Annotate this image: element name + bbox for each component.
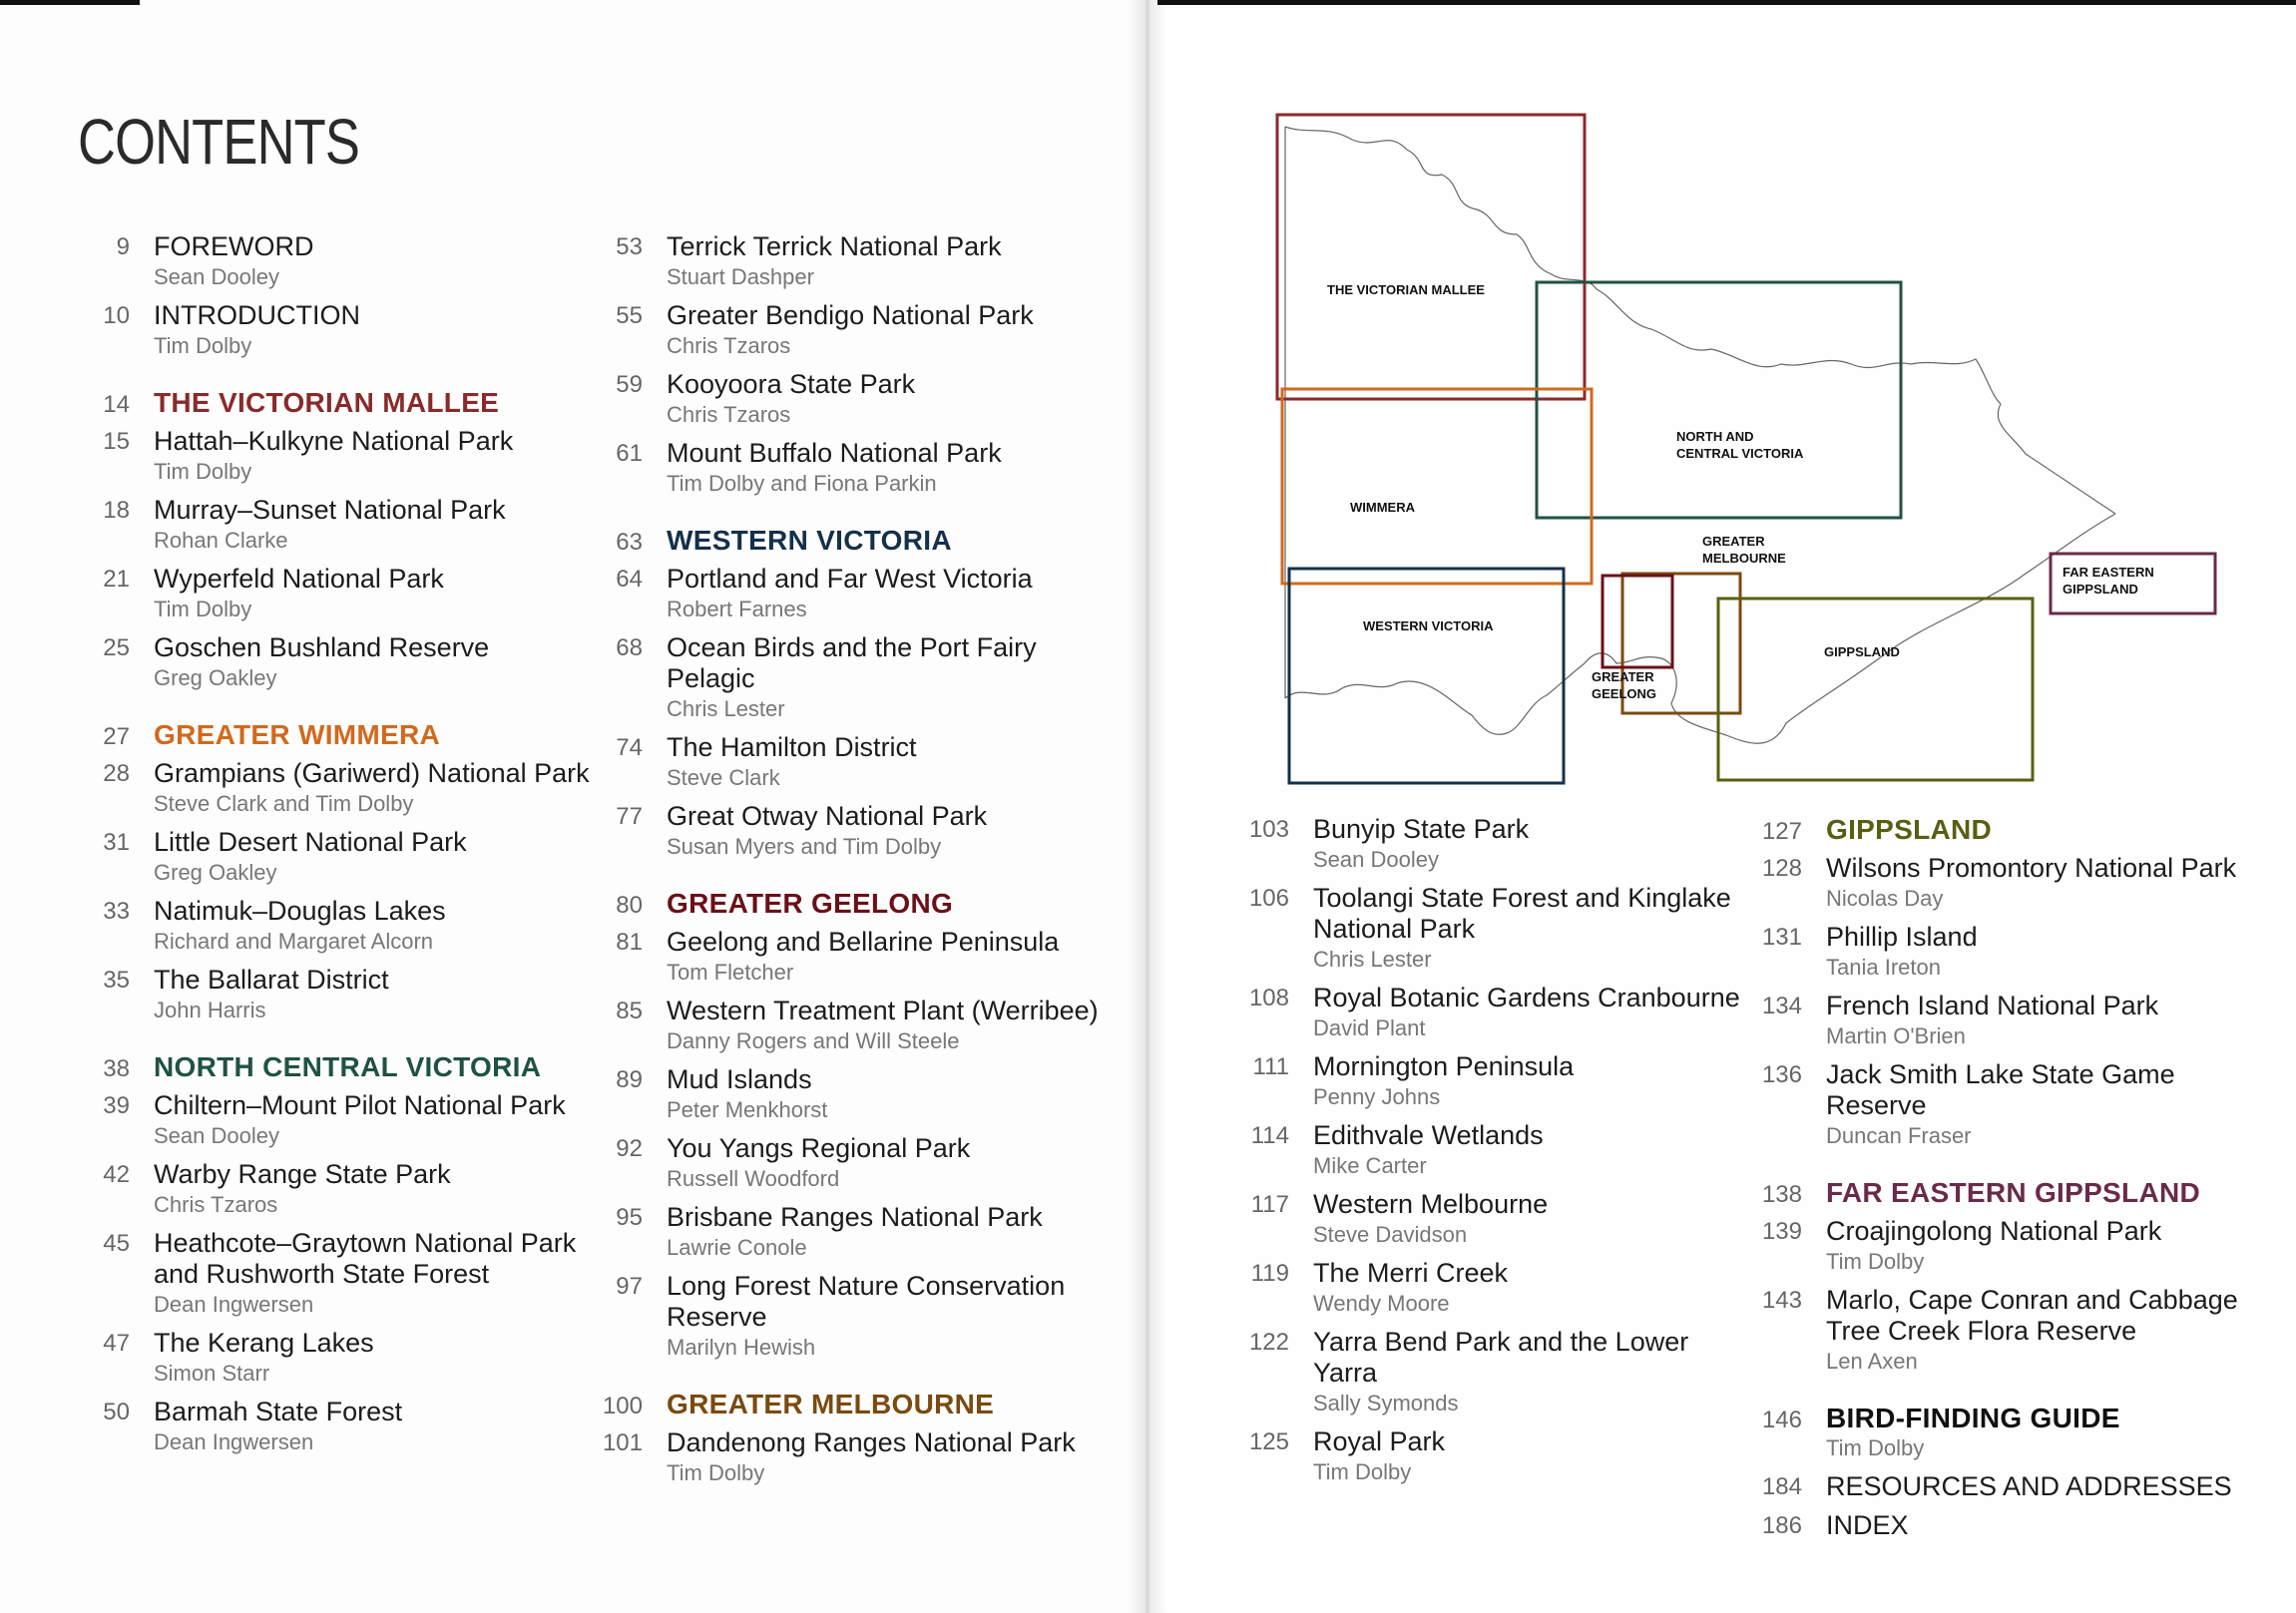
entry-title: Marlo, Cape Conran and Cabbage Tree Creek Flora Reserve — [1826, 1285, 2238, 1346]
entry-author: Sean Dooley — [154, 264, 279, 289]
page-number: 45 — [103, 1230, 130, 1257]
contents-entry — [589, 801, 1108, 862]
page-number: 64 — [616, 566, 643, 593]
entry-title: Little Desert National Park — [154, 827, 467, 857]
page-number: 114 — [1250, 1122, 1289, 1149]
entry-author: David Plant — [1313, 1015, 1426, 1040]
section-title: WESTERN VICTORIA — [667, 525, 952, 556]
page-number: 136 — [1761, 1061, 1802, 1088]
page-number: 108 — [1248, 985, 1289, 1011]
entry-title: Mornington Peninsula — [1313, 1051, 1575, 1081]
entry-author: Martin O'Brien — [1826, 1023, 1966, 1048]
entry-author: Tim Dolby and Fiona Parkin — [667, 471, 937, 496]
contents-entry — [76, 1328, 595, 1389]
map-label-line: NORTH AND — [1676, 429, 1754, 444]
page-number: 61 — [616, 440, 643, 467]
entry-author: Lawrie Conole — [667, 1235, 807, 1260]
entry-title: Goschen Bushland Reserve — [154, 632, 490, 662]
section-title: FAR EASTERN GIPPSLAND — [1826, 1177, 2201, 1208]
section-entry — [1748, 1403, 2267, 1463]
entry-title: Mount Buffalo National Park — [667, 438, 1002, 468]
contents-entry — [76, 758, 595, 819]
entry-author: Steve Clark and Tim Dolby — [154, 791, 414, 816]
top-edge-shadow — [0, 0, 140, 5]
page-number: 103 — [1248, 816, 1289, 843]
page-number: 119 — [1250, 1260, 1289, 1287]
contents-entry — [76, 495, 595, 556]
section-entry — [589, 1389, 1108, 1419]
section-entry — [589, 525, 1108, 556]
contents-entry — [1235, 983, 1754, 1043]
contents-entry — [1748, 1216, 2267, 1277]
entry-author: Marilyn Hewish — [667, 1335, 816, 1360]
contents-entry — [589, 1133, 1108, 1194]
contents-entry — [1235, 814, 1754, 875]
page-number: 92 — [616, 1135, 643, 1162]
entry-title: Croajingolong National Park — [1826, 1216, 2162, 1246]
map-label-line: MELBOURNE — [1702, 551, 1786, 566]
page-number: 97 — [616, 1273, 643, 1300]
contents-entry — [76, 1090, 595, 1151]
entry-title: Toolangi State Forest and Kinglake National Park — [1313, 883, 1731, 944]
section-title: BIRD-FINDING GUIDE — [1826, 1403, 2120, 1433]
map-label-line: THE VICTORIAN MALLEE — [1327, 282, 1485, 297]
contents-column-1 — [76, 231, 595, 1465]
contents-entry — [589, 1427, 1108, 1488]
contents-entry — [76, 965, 595, 1025]
entry-title: Geelong and Bellarine Peninsula — [667, 927, 1060, 957]
section-title: GREATER WIMMERA — [154, 719, 441, 750]
contents-entry — [1748, 1059, 2267, 1151]
map-label-line: FAR EASTERN — [2063, 565, 2154, 580]
page-number: 39 — [103, 1092, 130, 1119]
entry-author: Greg Oakley — [154, 860, 277, 885]
entry-author: Wendy Moore — [1313, 1291, 1450, 1316]
entry-author: Richard and Margaret Alcorn — [154, 929, 434, 954]
entry-author: Danny Rogers and Will Steele — [667, 1028, 960, 1053]
top-edge-shadow — [1157, 0, 2296, 5]
contents-entry — [76, 896, 595, 957]
page-number: 35 — [103, 967, 130, 994]
page-number: 134 — [1761, 993, 1802, 1019]
contents-entry — [1235, 1327, 1754, 1418]
section-title: NORTH CENTRAL VICTORIA — [154, 1051, 542, 1082]
entry-title: Royal Park — [1313, 1426, 1446, 1456]
entry-title: FOREWORD — [154, 231, 314, 261]
page-number: 95 — [616, 1204, 643, 1231]
contents-entry — [1748, 853, 2267, 914]
contents-entry — [1748, 1471, 2267, 1502]
page-number: 100 — [602, 1393, 643, 1419]
page-number: 101 — [602, 1429, 643, 1456]
entry-author: John Harris — [154, 998, 266, 1022]
page-number: 55 — [616, 302, 643, 329]
page-number: 10 — [103, 302, 130, 329]
entry-author: Robert Farnes — [667, 597, 807, 621]
contents-entry — [589, 564, 1108, 624]
map-label-line: GREATER — [1592, 669, 1654, 684]
entry-author: Sean Dooley — [1313, 847, 1439, 872]
entry-author: Mike Carter — [1313, 1153, 1427, 1178]
page-number: 125 — [1248, 1428, 1289, 1455]
section-entry — [589, 888, 1108, 919]
page-number: 59 — [616, 371, 643, 398]
entry-title: French Island National Park — [1826, 991, 2159, 1020]
map-label-line: GIPPSLAND — [2063, 582, 2138, 597]
contents-entry — [589, 927, 1108, 988]
entry-title: Terrick Terrick National Park — [667, 231, 1002, 261]
geelong-map-label — [1592, 669, 1656, 701]
contents-entry — [1748, 1510, 2267, 1541]
entry-title: Ocean Birds and the Port Fairy Pelagic — [667, 632, 1037, 693]
entry-title: You Yangs Regional Park — [667, 1133, 971, 1163]
page-number: 74 — [616, 734, 643, 761]
page-number: 63 — [616, 529, 643, 556]
contents-entry — [76, 632, 595, 693]
entry-author: Rohan Clarke — [154, 528, 288, 553]
entry-title: Long Forest Nature Conservation Reserve — [667, 1271, 1066, 1332]
entry-title: Chiltern–Mount Pilot National Park — [154, 1090, 566, 1120]
contents-column-3 — [1235, 814, 1754, 1495]
far-eastern-map-label — [2063, 565, 2154, 597]
section-entry — [76, 387, 595, 418]
page-number: 128 — [1761, 855, 1802, 882]
page-number: 146 — [1761, 1407, 1802, 1433]
page-number: 47 — [103, 1330, 130, 1357]
section-entry — [1748, 1177, 2267, 1208]
page-number: 85 — [616, 998, 643, 1024]
map-label-line: GREATER — [1702, 534, 1765, 549]
page-number: 139 — [1761, 1218, 1802, 1245]
contents-entry — [1748, 991, 2267, 1051]
entry-title: Kooyoora State Park — [667, 369, 916, 399]
mallee-region-box — [1277, 115, 1585, 399]
entry-title: Hattah–Kulkyne National Park — [154, 426, 514, 456]
page-number: 18 — [103, 497, 130, 524]
contents-entry — [589, 1202, 1108, 1263]
contents-entry — [1235, 1258, 1754, 1319]
entry-title: Portland and Far West Victoria — [667, 564, 1033, 594]
page-number: 25 — [103, 634, 130, 661]
entry-author: Steve Davidson — [1313, 1222, 1468, 1247]
entry-title: Western Melbourne — [1313, 1189, 1549, 1219]
gippsland-region-box — [1718, 599, 2033, 780]
contents-entry — [589, 632, 1108, 724]
contents-entry — [589, 369, 1108, 430]
page-number: 33 — [103, 898, 130, 925]
entry-author: Chris Tzaros — [154, 1192, 278, 1217]
entry-author: Tim Dolby — [667, 1460, 765, 1485]
gippsland-map-label — [1824, 644, 1900, 659]
entry-author: Sean Dooley — [154, 1123, 279, 1148]
entry-author: Susan Myers and Tim Dolby — [667, 834, 942, 859]
north-central-map-label — [1676, 429, 1804, 461]
page-number: 77 — [616, 803, 643, 830]
page-number: 31 — [103, 829, 130, 856]
entry-author: Greg Oakley — [154, 665, 277, 690]
entry-title: Brisbane Ranges National Park — [667, 1202, 1043, 1232]
page-number: 80 — [616, 892, 643, 919]
contents-entry — [76, 1159, 595, 1220]
melbourne-map-label — [1702, 534, 1786, 566]
section-entry — [76, 1051, 595, 1082]
entry-title: The Ballarat District — [154, 965, 389, 995]
contents-entry — [76, 300, 595, 361]
entry-title: Wilsons Promontory National Park — [1826, 853, 2237, 883]
contents-entry — [589, 1271, 1108, 1363]
entry-title: The Hamilton District — [667, 732, 917, 762]
contents-entry — [1235, 1051, 1754, 1112]
region-map — [1267, 105, 2225, 793]
western-map-label — [1363, 618, 1494, 633]
entry-author: Tania Ireton — [1826, 955, 1941, 980]
entry-title: The Merri Creek — [1313, 1258, 1509, 1288]
entry-title: Bunyip State Park — [1313, 814, 1530, 844]
contents-entry — [1748, 922, 2267, 983]
entry-title: Heathcote–Graytown National Park and Rushworth State Forest — [154, 1228, 577, 1289]
page-number: 111 — [1252, 1053, 1289, 1080]
page-number: 50 — [103, 1399, 130, 1425]
contents-entry — [589, 996, 1108, 1056]
page-number: 117 — [1250, 1191, 1289, 1218]
entry-author: Tim Dolby — [1826, 1435, 1925, 1460]
page-number: 143 — [1761, 1287, 1802, 1314]
entry-title: Royal Botanic Gardens Cranbourne — [1313, 983, 1740, 1012]
entry-title: Edithvale Wetlands — [1313, 1120, 1544, 1150]
entry-title: Wyperfeld National Park — [154, 564, 444, 594]
entry-title: RESOURCES AND ADDRESSES — [1826, 1471, 2232, 1501]
contents-entry — [76, 231, 595, 292]
contents-entry — [76, 426, 595, 487]
entry-title: INTRODUCTION — [154, 300, 360, 330]
entry-title: Dandenong Ranges National Park — [667, 1427, 1076, 1457]
entry-title: Yarra Bend Park and the Lower Yarra — [1313, 1327, 1689, 1388]
contents-entry — [589, 732, 1108, 793]
page-number: 81 — [616, 929, 643, 956]
contents-entry — [76, 827, 595, 888]
contents-entry — [1235, 1120, 1754, 1181]
entry-author: Sally Symonds — [1313, 1391, 1459, 1415]
western-region-box — [1289, 569, 1564, 783]
entry-author: Tim Dolby — [154, 597, 252, 621]
entry-title: Jack Smith Lake State Game Reserve — [1826, 1059, 2175, 1120]
page-number: 21 — [103, 566, 130, 593]
entry-author: Dean Ingwersen — [154, 1429, 314, 1454]
mallee-map-label — [1327, 282, 1485, 297]
contents-entry — [589, 438, 1108, 499]
page-number: 127 — [1761, 818, 1802, 845]
map-label-line: GIPPSLAND — [1824, 644, 1900, 659]
contents-entry — [589, 1064, 1108, 1125]
entry-author: Russell Woodford — [667, 1166, 840, 1191]
section-title: GIPPSLAND — [1826, 814, 1993, 845]
entry-title: Barmah State Forest — [154, 1397, 403, 1426]
section-title: THE VICTORIAN MALLEE — [154, 387, 500, 418]
page-number: 9 — [116, 233, 130, 260]
page-number: 106 — [1248, 885, 1289, 912]
section-entry — [76, 719, 595, 750]
entry-author: Tim Dolby — [1826, 1249, 1925, 1274]
page-number: 53 — [616, 233, 643, 260]
entry-author: Tim Dolby — [154, 333, 252, 358]
wimmera-map-label — [1350, 500, 1416, 515]
entry-title: Western Treatment Plant (Werribee) — [667, 996, 1099, 1025]
entry-title: Warby Range State Park — [154, 1159, 451, 1189]
contents-column-4 — [1748, 814, 2267, 1549]
entry-title: INDEX — [1826, 1510, 1909, 1540]
contents-entry — [1235, 883, 1754, 975]
entry-title: The Kerang Lakes — [154, 1328, 374, 1358]
contents-entry — [76, 1228, 595, 1320]
page-number: 38 — [103, 1055, 130, 1082]
page-number: 14 — [103, 391, 130, 418]
entry-title: Great Otway National Park — [667, 801, 988, 831]
entry-author: Tom Fletcher — [667, 960, 794, 985]
entry-title: Grampians (Gariwerd) National Park — [154, 758, 590, 788]
entry-author: Tim Dolby — [1313, 1459, 1412, 1484]
map-label-line: GEELONG — [1592, 686, 1657, 701]
contents-entry — [76, 564, 595, 624]
map-label-line: WESTERN VICTORIA — [1363, 618, 1494, 633]
page-number: 42 — [103, 1161, 130, 1188]
contents-entry — [589, 300, 1108, 361]
entry-title: Greater Bendigo National Park — [667, 300, 1034, 330]
entry-title: Natimuk–Douglas Lakes — [154, 896, 446, 926]
map-label-line: WIMMERA — [1350, 500, 1415, 515]
section-title: GREATER GEELONG — [667, 888, 954, 919]
page-number: 89 — [616, 1066, 643, 1093]
entry-author: Chris Tzaros — [667, 333, 791, 358]
wimmera-region-box — [1282, 389, 1592, 584]
entry-title: Phillip Island — [1826, 922, 1978, 952]
geelong-region-box — [1603, 576, 1672, 667]
page-number: 138 — [1761, 1181, 1802, 1208]
contents-entry — [1748, 1285, 2267, 1377]
page-number: 68 — [616, 634, 643, 661]
contents-entry — [1235, 1426, 1754, 1487]
entry-author: Chris Lester — [667, 696, 785, 721]
entry-author: Tim Dolby — [154, 459, 252, 484]
page-number: 131 — [1761, 924, 1802, 951]
page-number: 15 — [103, 428, 130, 455]
entry-author: Chris Lester — [1313, 947, 1432, 972]
entry-author: Dean Ingwersen — [154, 1292, 314, 1317]
section-title: GREATER MELBOURNE — [667, 1389, 995, 1419]
page-number: 186 — [1761, 1512, 1802, 1539]
entry-author: Simon Starr — [154, 1361, 270, 1386]
entry-author: Len Axen — [1826, 1349, 1918, 1374]
contents-heading: CONTENTS — [78, 106, 360, 178]
book-gutter — [1126, 0, 1167, 1613]
page-number: 28 — [103, 760, 130, 787]
entry-title: Mud Islands — [667, 1064, 812, 1094]
contents-entry — [76, 1397, 595, 1457]
contents-entry — [1235, 1189, 1754, 1250]
page-number: 27 — [103, 723, 130, 750]
entry-author: Duncan Fraser — [1826, 1123, 1972, 1148]
entry-author: Steve Clark — [667, 765, 780, 790]
contents-column-2 — [589, 231, 1108, 1496]
entry-title: Murray–Sunset National Park — [154, 495, 506, 525]
entry-author: Peter Menkhorst — [667, 1097, 828, 1122]
entry-author: Chris Tzaros — [667, 402, 791, 427]
section-entry — [1748, 814, 2267, 845]
entry-author: Nicolas Day — [1826, 886, 1944, 911]
page-number: 184 — [1761, 1473, 1802, 1500]
entry-author: Stuart Dashper — [667, 264, 814, 289]
map-label-line: CENTRAL VICTORIA — [1676, 446, 1804, 461]
contents-entry — [589, 231, 1108, 292]
page-number: 122 — [1248, 1329, 1289, 1356]
entry-author: Penny Johns — [1313, 1084, 1441, 1109]
